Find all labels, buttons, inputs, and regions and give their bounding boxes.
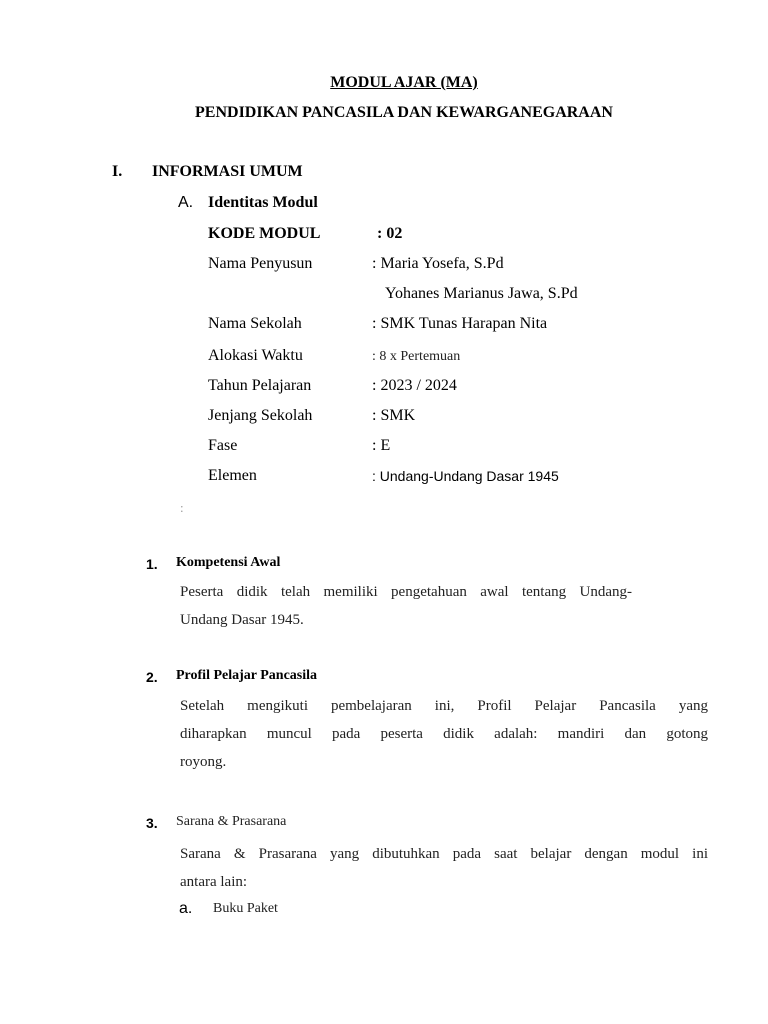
kode-modul-label: KODE MODUL: [208, 225, 321, 242]
field-label: Nama Penyusun: [208, 255, 313, 272]
sub-item-label: Buku Paket: [213, 901, 278, 916]
paragraph-line: antara lain:: [180, 874, 248, 890]
sub-item-letter: a.: [179, 900, 193, 917]
paragraph-line: royong.: [180, 754, 227, 770]
stray-colon: :: [180, 500, 184, 515]
field-label: Elemen: [208, 467, 257, 484]
paragraph-line: Undang Dasar 1945.: [180, 612, 304, 628]
item-number: 3.: [146, 815, 158, 831]
item-paragraph: [180, 578, 708, 634]
kode-modul-value: : 02: [377, 225, 403, 242]
field-value: : 2023 / 2024: [372, 377, 457, 394]
item-paragraph: [180, 692, 708, 776]
item-title: Kompetensi Awal: [176, 555, 281, 570]
document-subtitle: PENDIDIKAN PANCASILA DAN KEWARGANEGARAAN: [195, 104, 613, 121]
paragraph-line: diharapkan muncul pada peserta didik adalah: mandiri dan gotong: [180, 726, 708, 742]
field-value: : 8 x Pertemuan: [372, 349, 461, 364]
field-value: : E: [372, 437, 391, 454]
item-number: 1.: [146, 556, 158, 572]
paragraph-line: Sarana & Prasarana yang dibutuhkan pada saat belajar dengan modul ini: [180, 846, 708, 862]
subsection-title: Identitas Modul: [208, 194, 318, 211]
field-value: : SMK Tunas Harapan Nita: [372, 315, 548, 332]
subsection-letter: A.: [178, 194, 194, 211]
field-value: : Undang-Undang Dasar 1945: [372, 468, 559, 484]
item-title: Sarana & Prasarana: [176, 814, 287, 829]
item-paragraph: [180, 840, 708, 896]
field-label: Jenjang Sekolah: [208, 407, 313, 424]
paragraph-line: Setelah mengikuti pembelajaran ini, Profil Pelajar Pancasila yang: [180, 698, 708, 714]
field-label: Alokasi Waktu: [208, 347, 303, 364]
document-title: MODUL AJAR (MA): [330, 74, 478, 91]
field-label: Tahun Pelajaran: [208, 377, 312, 394]
paragraph-line: Peserta didik telah memiliki pengetahuan awal tentang Undang-: [180, 584, 632, 600]
field-value: : Maria Yosefa, S.Pd: [372, 255, 504, 272]
item-title: Profil Pelajar Pancasila: [176, 668, 318, 683]
field-value: : SMK: [372, 407, 416, 424]
field-value: Yohanes Marianus Jawa, S.Pd: [385, 285, 578, 302]
section-title: INFORMASI UMUM: [152, 163, 303, 180]
section-number: I.: [112, 163, 123, 180]
field-label: Fase: [208, 437, 238, 454]
field-label: Nama Sekolah: [208, 315, 302, 332]
item-number: 2.: [146, 669, 158, 685]
